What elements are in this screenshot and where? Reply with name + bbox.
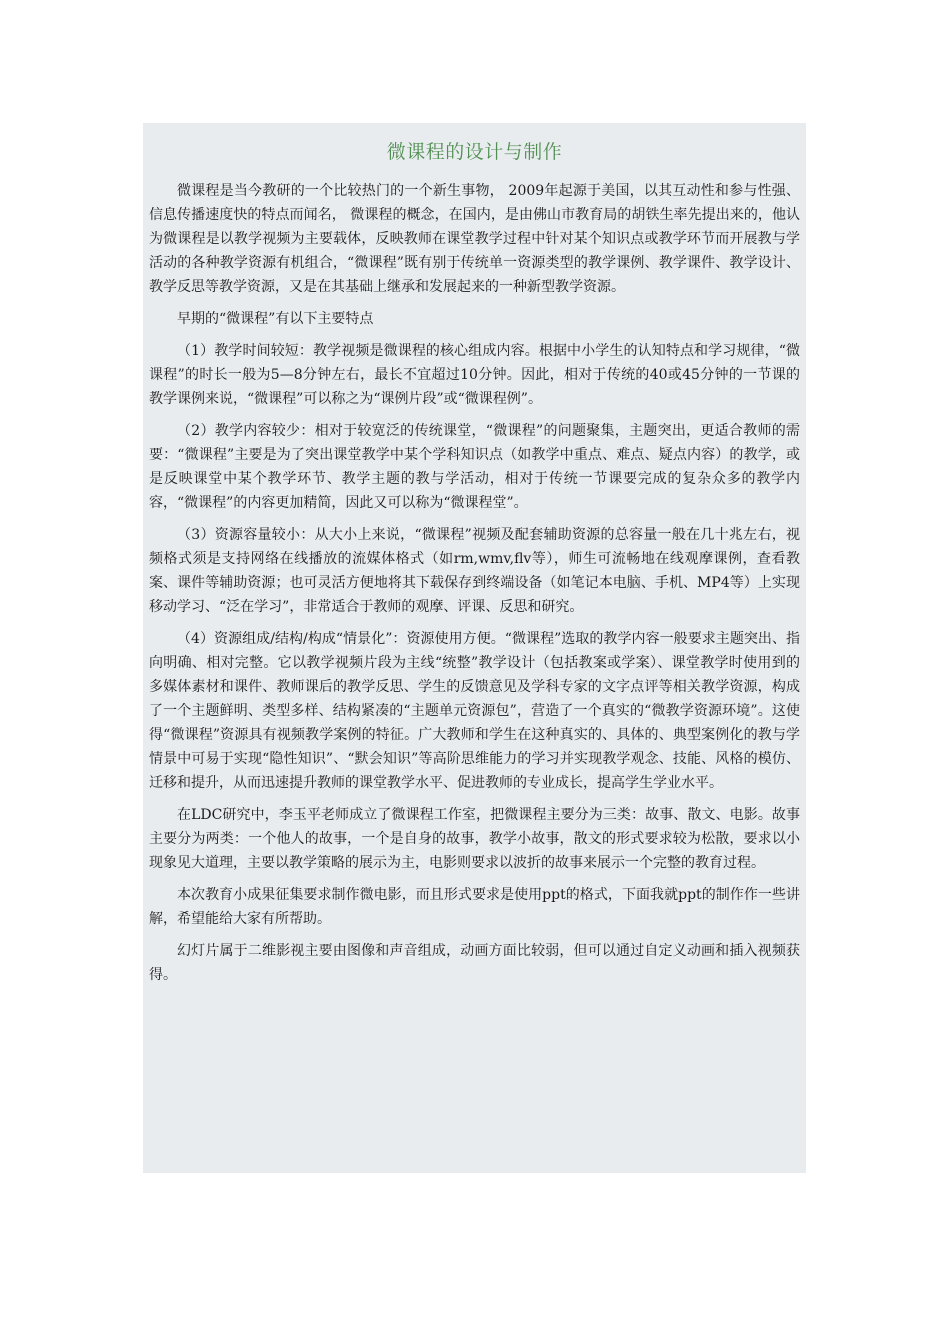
paragraph-ldc-research: 在LDC研究中，李玉平老师成立了微课程工作室，把微课程主要分为三类：故事、散文、电影。故事主要分为两类：一个他人的故事，一个是自身的故事，教学小故事，散文的形式要求较为松散，要求以小现象见大道理，主要以教学策略的展示为主，电影则要求以波折的故事来展示一个完整的教育过程。 xyxy=(149,807,800,871)
paragraph-feature-4: （4）资源组成/结构/构成“情景化”：资源使用方便。“微课程”选取的教学内容一般要求主题突出、指向明确、相对完整。它以教学视频片段为主线“统整”教学设计（包括教案或学案）、课堂教学时使用到的多媒体素材和课件、教师课后的教学反思、学生的反馈意见及学科专家的文字点评等相关教学资源，构成了一个主题鲜明、类型多样、结构紧凑的“主题单元资源包”，营造了一个真实的“微教学资源环境”。这使得“微课程”资源具有视频教学案例的特征。广大教师和学生在这种真实的、具体的、典型案例化的教与学情景中可易于实现“隐性知识”、“默会知识”等高阶思维能力的学习并实现教学观念、技能、风格的模仿、迁移和提升，从而迅速提升教师的课堂教学水平、促进教师的专业成长，提高学生学业水平。 xyxy=(149,631,800,791)
document-panel xyxy=(143,123,806,1173)
paragraph-ppt-intro: 本次教育小成果征集要求制作微电影，而且形式要求是使用ppt的格式，下面我就ppt的制作作一些讲解，希望能给大家有所帮助。 xyxy=(149,887,800,927)
document-title: 微课程的设计与制作 xyxy=(386,141,563,163)
paragraph-features-heading: 早期的“微课程”有以下主要特点 xyxy=(177,311,374,327)
paragraph-slides: 幻灯片属于二维影视主要由图像和声音组成，动画方面比较弱，但可以通过自定义动画和插入视频获得。 xyxy=(149,943,800,983)
paragraph-feature-2: （2）教学内容较少：相对于较宽泛的传统课堂，“微课程”的问题聚集，主题突出，更适合教师的需要：“微课程”主要是为了突出课堂教学中某个学科知识点（如教学中重点、难点、疑点内容）的教学，或是反映课堂中某个教学环节、教学主题的教与学活动，相对于传统一节课要完成的复杂众多的教学内容，“微课程”的内容更加精简，因此又可以称为“微课程堂”。 xyxy=(149,423,800,511)
paragraph-feature-3: （3）资源容量较小：从大小上来说，“微课程”视频及配套辅助资源的总容量一般在几十兆左右，视频格式须是支持网络在线播放的流媒体格式（如rm,wmv,flv等），师生可流畅地在线观摩课例，查看教案、课件等辅助资源；也可灵活方便地将其下载保存到终端设备（如笔记本电脑、手机、MP4等）上实现移动学习、“泛在学习”，非常适合于教师的观摩、评课、反思和研究。 xyxy=(149,527,800,615)
paragraph-intro: 微课程是当今教研的一个比较热门的一个新生事物， 2009年起源于美国，以其互动性和参与性强、信息传播速度快的特点而闻名， 微课程的概念，在国内，是由佛山市教育局的胡铁生率先提出来的，他认为微课程是以教学视频为主要载体，反映教师在课堂教学过程中针对某个知识点或教学环节而开展教与学活动的各种教学资源有机组合，“微课程”既有别于传统单一资源类型的教学课例、教学课件、教学设计、教学反思等教学资源，又是在其基础上继承和发展起来的一种新型教学资源。 xyxy=(149,183,800,295)
paragraph-feature-1: （1）教学时间较短：教学视频是微课程的核心组成内容。根据中小学生的认知特点和学习规律，“微课程”的时长一般为5—8分钟左右，最长不宜超过10分钟。因此，相对于传统的40或45分钟的一节课的教学课例来说，“微课程”可以称之为“课例片段”或“微课程例”。 xyxy=(149,343,800,407)
